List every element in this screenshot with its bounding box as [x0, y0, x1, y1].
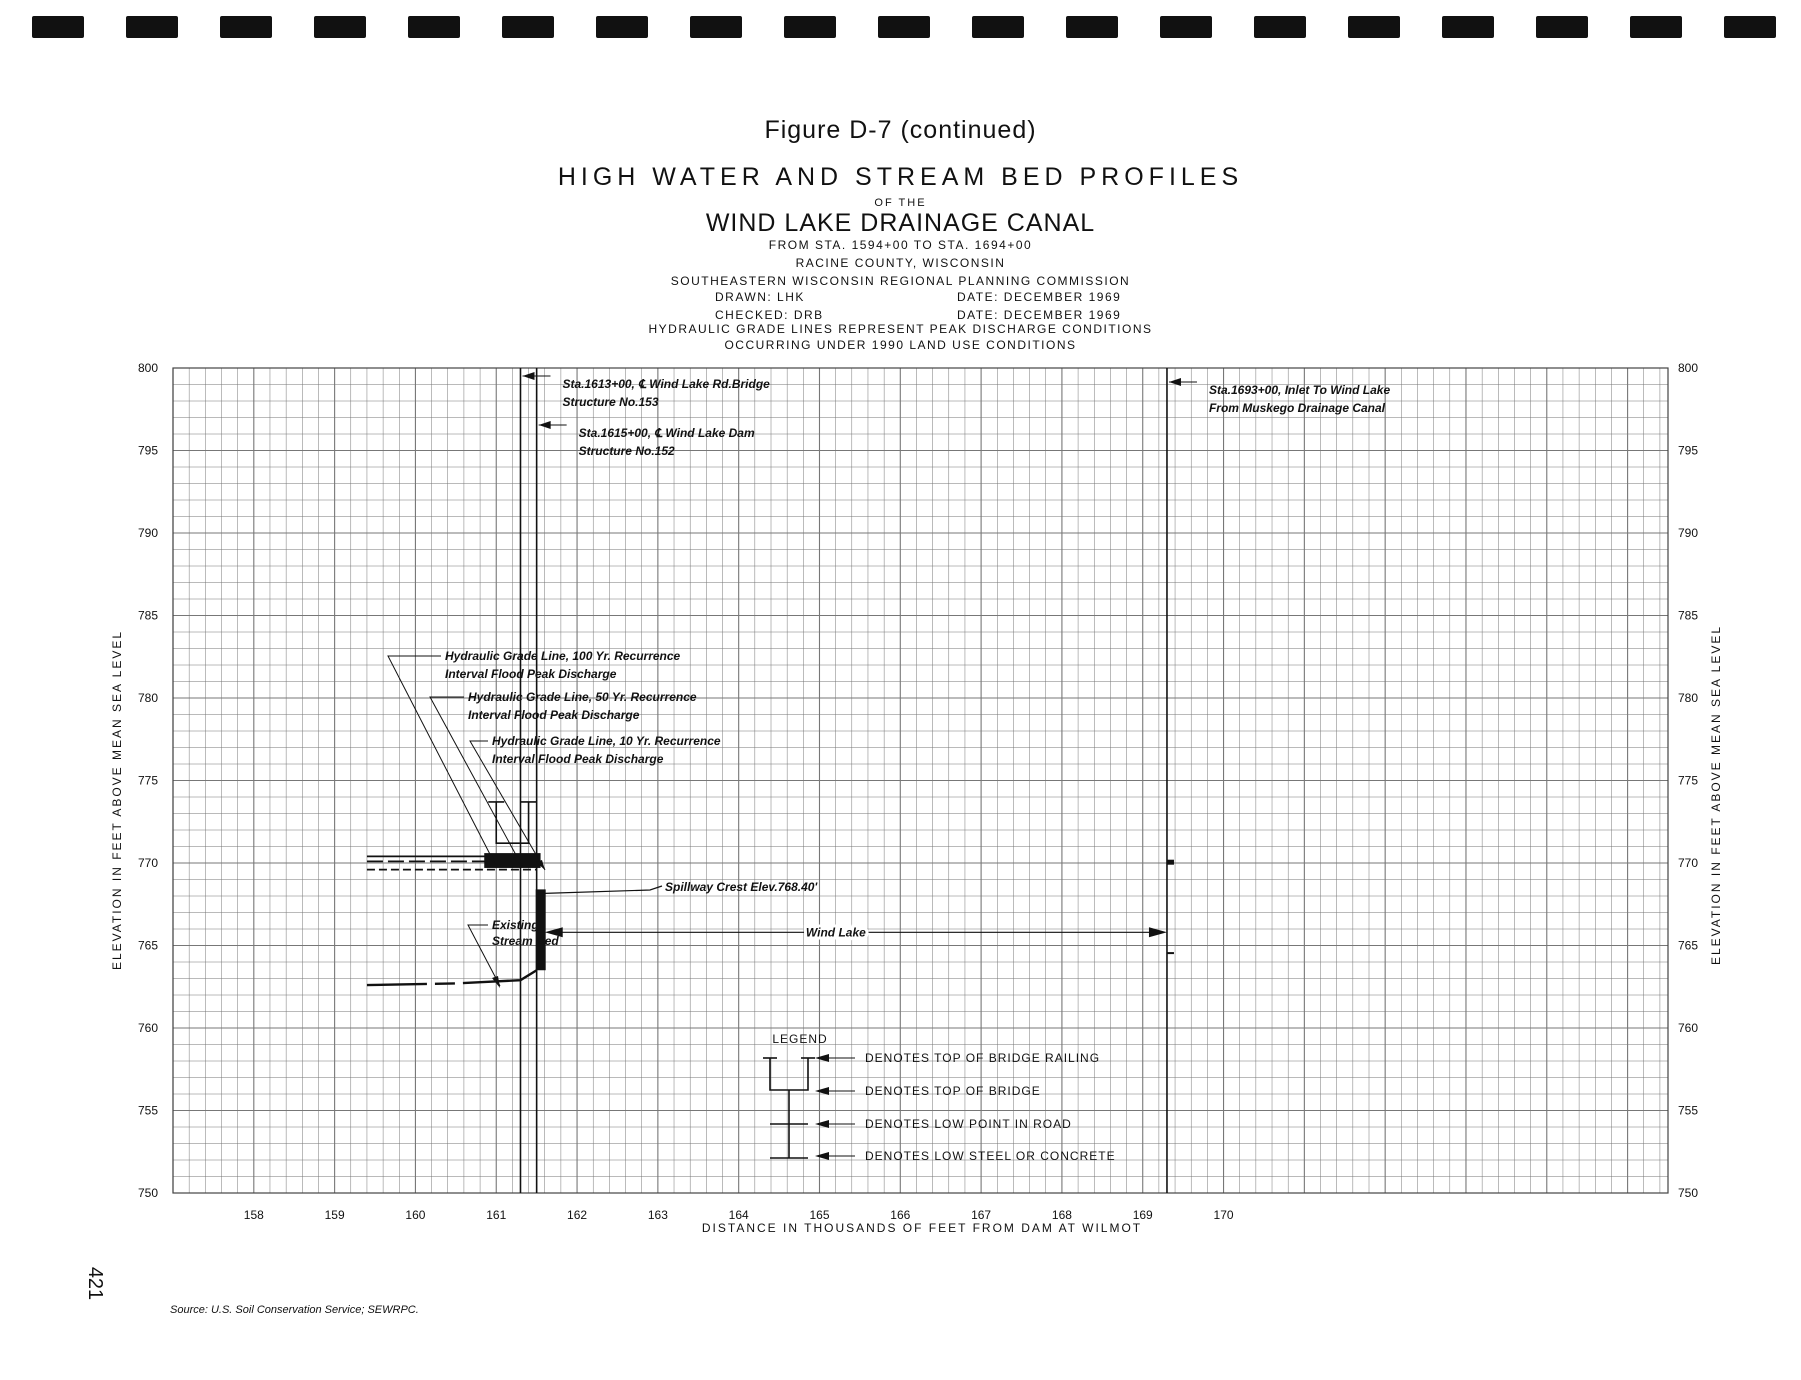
agency: SOUTHEASTERN WISCONSIN REGIONAL PLANNING COMMISSION	[670, 274, 1131, 288]
y-tick-label-right: 775	[1678, 773, 1699, 788]
inlet-low-mark	[1167, 952, 1174, 954]
source-note: Source: U.S. Soil Conservation Service; SEWRPC.	[170, 1304, 419, 1316]
station-label-line1: Sta.1693+00, Inlet To Wind Lake	[1208, 383, 1391, 397]
stream-bed-line	[367, 970, 537, 985]
binding-hole	[972, 16, 1024, 38]
x-tick-label: 170	[1213, 1208, 1234, 1222]
binding-hole	[1066, 16, 1118, 38]
binding-hole	[596, 16, 648, 38]
binding-hole	[220, 16, 272, 38]
y-tick-label-right: 755	[1678, 1103, 1699, 1118]
binding-hole	[314, 16, 366, 38]
checked-date: DATE: DECEMBER 1969	[957, 308, 1122, 322]
binding-hole	[690, 16, 742, 38]
station-label-line2: Structure No.152	[578, 444, 675, 458]
y-tick-label-left: 775	[137, 773, 158, 788]
county: RACINE COUNTY, WISCONSIN	[795, 256, 1006, 270]
station-label-line2: Structure No.153	[562, 395, 659, 409]
legend-entry: DENOTES TOP OF BRIDGE	[865, 1084, 1041, 1098]
y-tick-label-right: 770	[1678, 856, 1699, 870]
y-tick-label-left: 755	[137, 1103, 158, 1118]
x-axis-label: DISTANCE IN THOUSANDS OF FEET FROM DAM AT WILMOT	[701, 1221, 1143, 1235]
x-tick-label: 165	[809, 1208, 830, 1222]
binding-hole	[878, 16, 930, 38]
binding-hole	[1536, 16, 1588, 38]
figure-title-of: OF THE	[874, 197, 927, 209]
callout-line2: Interval Flood Peak Discharge	[492, 752, 664, 766]
chart-grid	[173, 368, 1668, 1193]
legend-entry: DENOTES LOW POINT IN ROAD	[865, 1117, 1072, 1131]
callout-line1: Hydraulic Grade Line, 10 Yr. Recurrence	[492, 734, 721, 748]
y-tick-label-left: 800	[137, 361, 158, 375]
binding-hole	[1348, 16, 1400, 38]
y-tick-label-right: 765	[1678, 938, 1699, 953]
y-tick-label-right: 750	[1678, 1186, 1699, 1200]
binding-hole	[784, 16, 836, 38]
figure-label: Figure D-7 (continued)	[764, 116, 1037, 144]
legend-symbol-bridge	[770, 1058, 808, 1090]
figure-subject: WIND LAKE DRAINAGE CANAL	[705, 209, 1096, 237]
legend-entry: DENOTES TOP OF BRIDGE RAILING	[865, 1051, 1101, 1065]
y-tick-label-right: 795	[1678, 443, 1699, 458]
callout-leader	[388, 656, 495, 864]
x-tick-label: 160	[405, 1208, 426, 1222]
note-line-1: HYDRAULIC GRADE LINES REPRESENT PEAK DISCHARGE CONDITIONS	[648, 322, 1153, 336]
stream-bed-label-line1: Existing	[492, 918, 539, 932]
y-tick-label-right: 785	[1678, 608, 1699, 623]
x-tick-label: 168	[1051, 1208, 1072, 1222]
legend-title: LEGEND	[772, 1032, 828, 1046]
binding-hole	[126, 16, 178, 38]
x-tick-label: 164	[728, 1208, 749, 1222]
y-tick-label-left: 760	[137, 1021, 158, 1035]
binding-hole	[408, 16, 460, 38]
y-tick-label-left: 790	[137, 526, 158, 540]
spillway-label: Spillway Crest Elev.768.40'	[665, 880, 818, 894]
y-tick-label-left: 750	[137, 1186, 158, 1200]
x-tick-label: 158	[243, 1208, 264, 1222]
callout-line2: Interval Flood Peak Discharge	[468, 708, 640, 722]
inlet-mark	[1167, 860, 1174, 865]
y-tick-label-left: 770	[137, 856, 158, 870]
legend-arrowhead	[815, 1152, 829, 1160]
x-tick-label: 163	[647, 1208, 668, 1222]
callout-line1: Hydraulic Grade Line, 100 Yr. Recurrence	[445, 649, 681, 663]
binding-hole	[502, 16, 554, 38]
callout-leader	[430, 697, 522, 866]
y-tick-label-right: 800	[1678, 361, 1699, 375]
binding-hole	[1254, 16, 1306, 38]
binding-hole	[32, 16, 84, 38]
station-label-line2: From Muskego Drainage Canal	[1208, 401, 1386, 415]
drawn-date: DATE: DECEMBER 1969	[957, 290, 1122, 304]
station-range: FROM STA. 1594+00 TO STA. 1694+00	[768, 238, 1033, 252]
page-number: 421	[84, 1266, 107, 1301]
y-tick-label-left: 795	[137, 443, 158, 458]
drawn-by: DRAWN: LHK	[715, 290, 805, 304]
y-tick-label-left: 765	[137, 938, 158, 953]
legend-entry: DENOTES LOW STEEL OR CONCRETE	[865, 1149, 1116, 1163]
x-tick-label: 166	[890, 1208, 911, 1222]
y-tick-label-right: 790	[1678, 526, 1699, 540]
x-tick-label: 169	[1132, 1208, 1153, 1222]
y-tick-label-left: 780	[137, 691, 158, 705]
station-label-line1: Sta.1615+00, ℄ Wind Lake Dam	[578, 426, 755, 440]
spillway-leader	[545, 886, 662, 893]
x-tick-label: 167	[971, 1208, 992, 1222]
y-tick-label-right: 780	[1678, 691, 1699, 705]
y-axis-label-left: ELEVATION IN FEET ABOVE MEAN SEA LEVEL	[110, 629, 124, 971]
binding-hole	[1724, 16, 1776, 38]
x-tick-label: 161	[486, 1208, 507, 1222]
checked-by: CHECKED: DRB	[715, 308, 824, 322]
y-tick-label-left: 785	[137, 608, 158, 623]
binding-holes	[32, 16, 1776, 38]
binding-hole	[1630, 16, 1682, 38]
y-axis-label-right: ELEVATION IN FEET ABOVE MEAN SEA LEVEL	[1709, 624, 1723, 966]
figure-title: HIGH WATER AND STREAM BED PROFILES	[557, 163, 1244, 191]
note-line-2: OCCURRING UNDER 1990 LAND USE CONDITIONS	[724, 338, 1077, 352]
y-tick-label-right: 760	[1678, 1021, 1699, 1035]
x-tick-label: 162	[567, 1208, 588, 1222]
wind-lake-label: Wind Lake	[805, 925, 866, 940]
callout-line2: Interval Flood Peak Discharge	[445, 667, 617, 681]
callout-line1: Hydraulic Grade Line, 50 Yr. Recurrence	[468, 690, 697, 704]
x-tick-label: 159	[324, 1208, 345, 1222]
stream-bed-label-line2: Stream Bed	[492, 934, 559, 948]
binding-hole	[1442, 16, 1494, 38]
station-label-line1: Sta.1613+00, ℄ Wind Lake Rd.Bridge	[562, 377, 770, 391]
binding-hole	[1160, 16, 1212, 38]
